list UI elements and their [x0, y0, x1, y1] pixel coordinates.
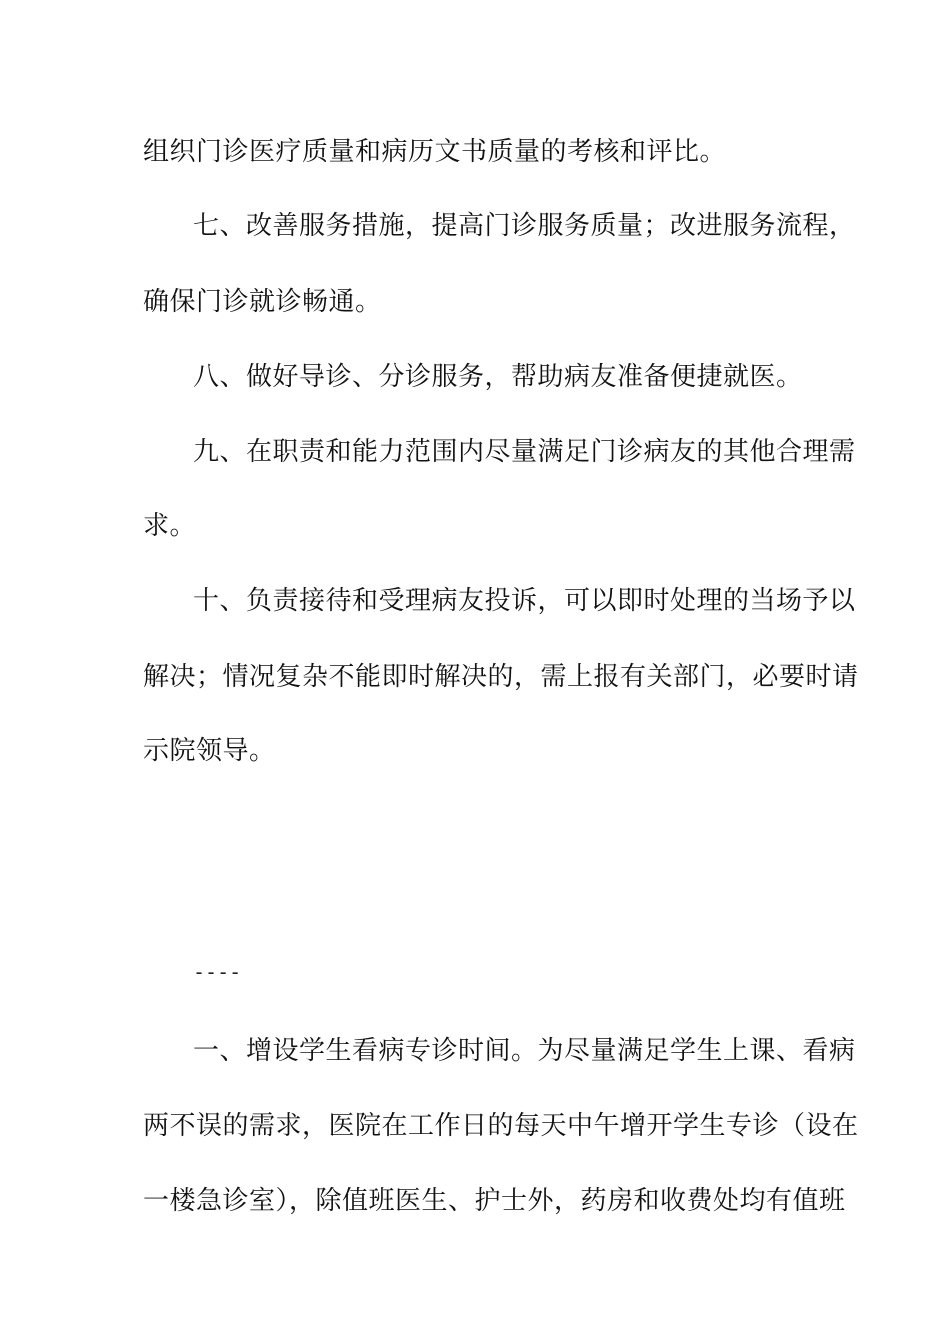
- text-line-10: 一、增设学生看病专诊时间。为尽量满足学生上课、看病: [193, 1036, 856, 1066]
- text-line-11: 两不误的需求，医院在工作日的每天中午增开学生专诊（设在: [143, 1111, 859, 1141]
- section-divider: ----: [193, 960, 242, 984]
- text-line-6: 求。: [143, 511, 197, 541]
- text-line-12: 一楼急诊室），除值班医生、护士外，药房和收费处均有值班: [143, 1186, 846, 1216]
- text-line-4: 八、做好导诊、分诊服务，帮助病友准备便捷就医。: [193, 362, 803, 392]
- text-line-8: 解决；情况复杂不能即时解决的，需上报有关部门，必要时请: [143, 662, 859, 692]
- text-line-3: 确保门诊就诊畅通。: [143, 287, 382, 317]
- text-line-9: 示院领导。: [143, 736, 276, 766]
- text-line-1: 组织门诊医疗质量和病历文书质量的考核和评比。: [143, 137, 727, 167]
- text-line-2: 七、改善服务措施，提高门诊服务质量；改进服务流程，: [193, 211, 856, 241]
- text-line-5: 九、在职责和能力范围内尽量满足门诊病友的其他合理需: [193, 437, 856, 467]
- text-line-7: 十、负责接待和受理病友投诉，可以即时处理的当场予以: [193, 586, 856, 616]
